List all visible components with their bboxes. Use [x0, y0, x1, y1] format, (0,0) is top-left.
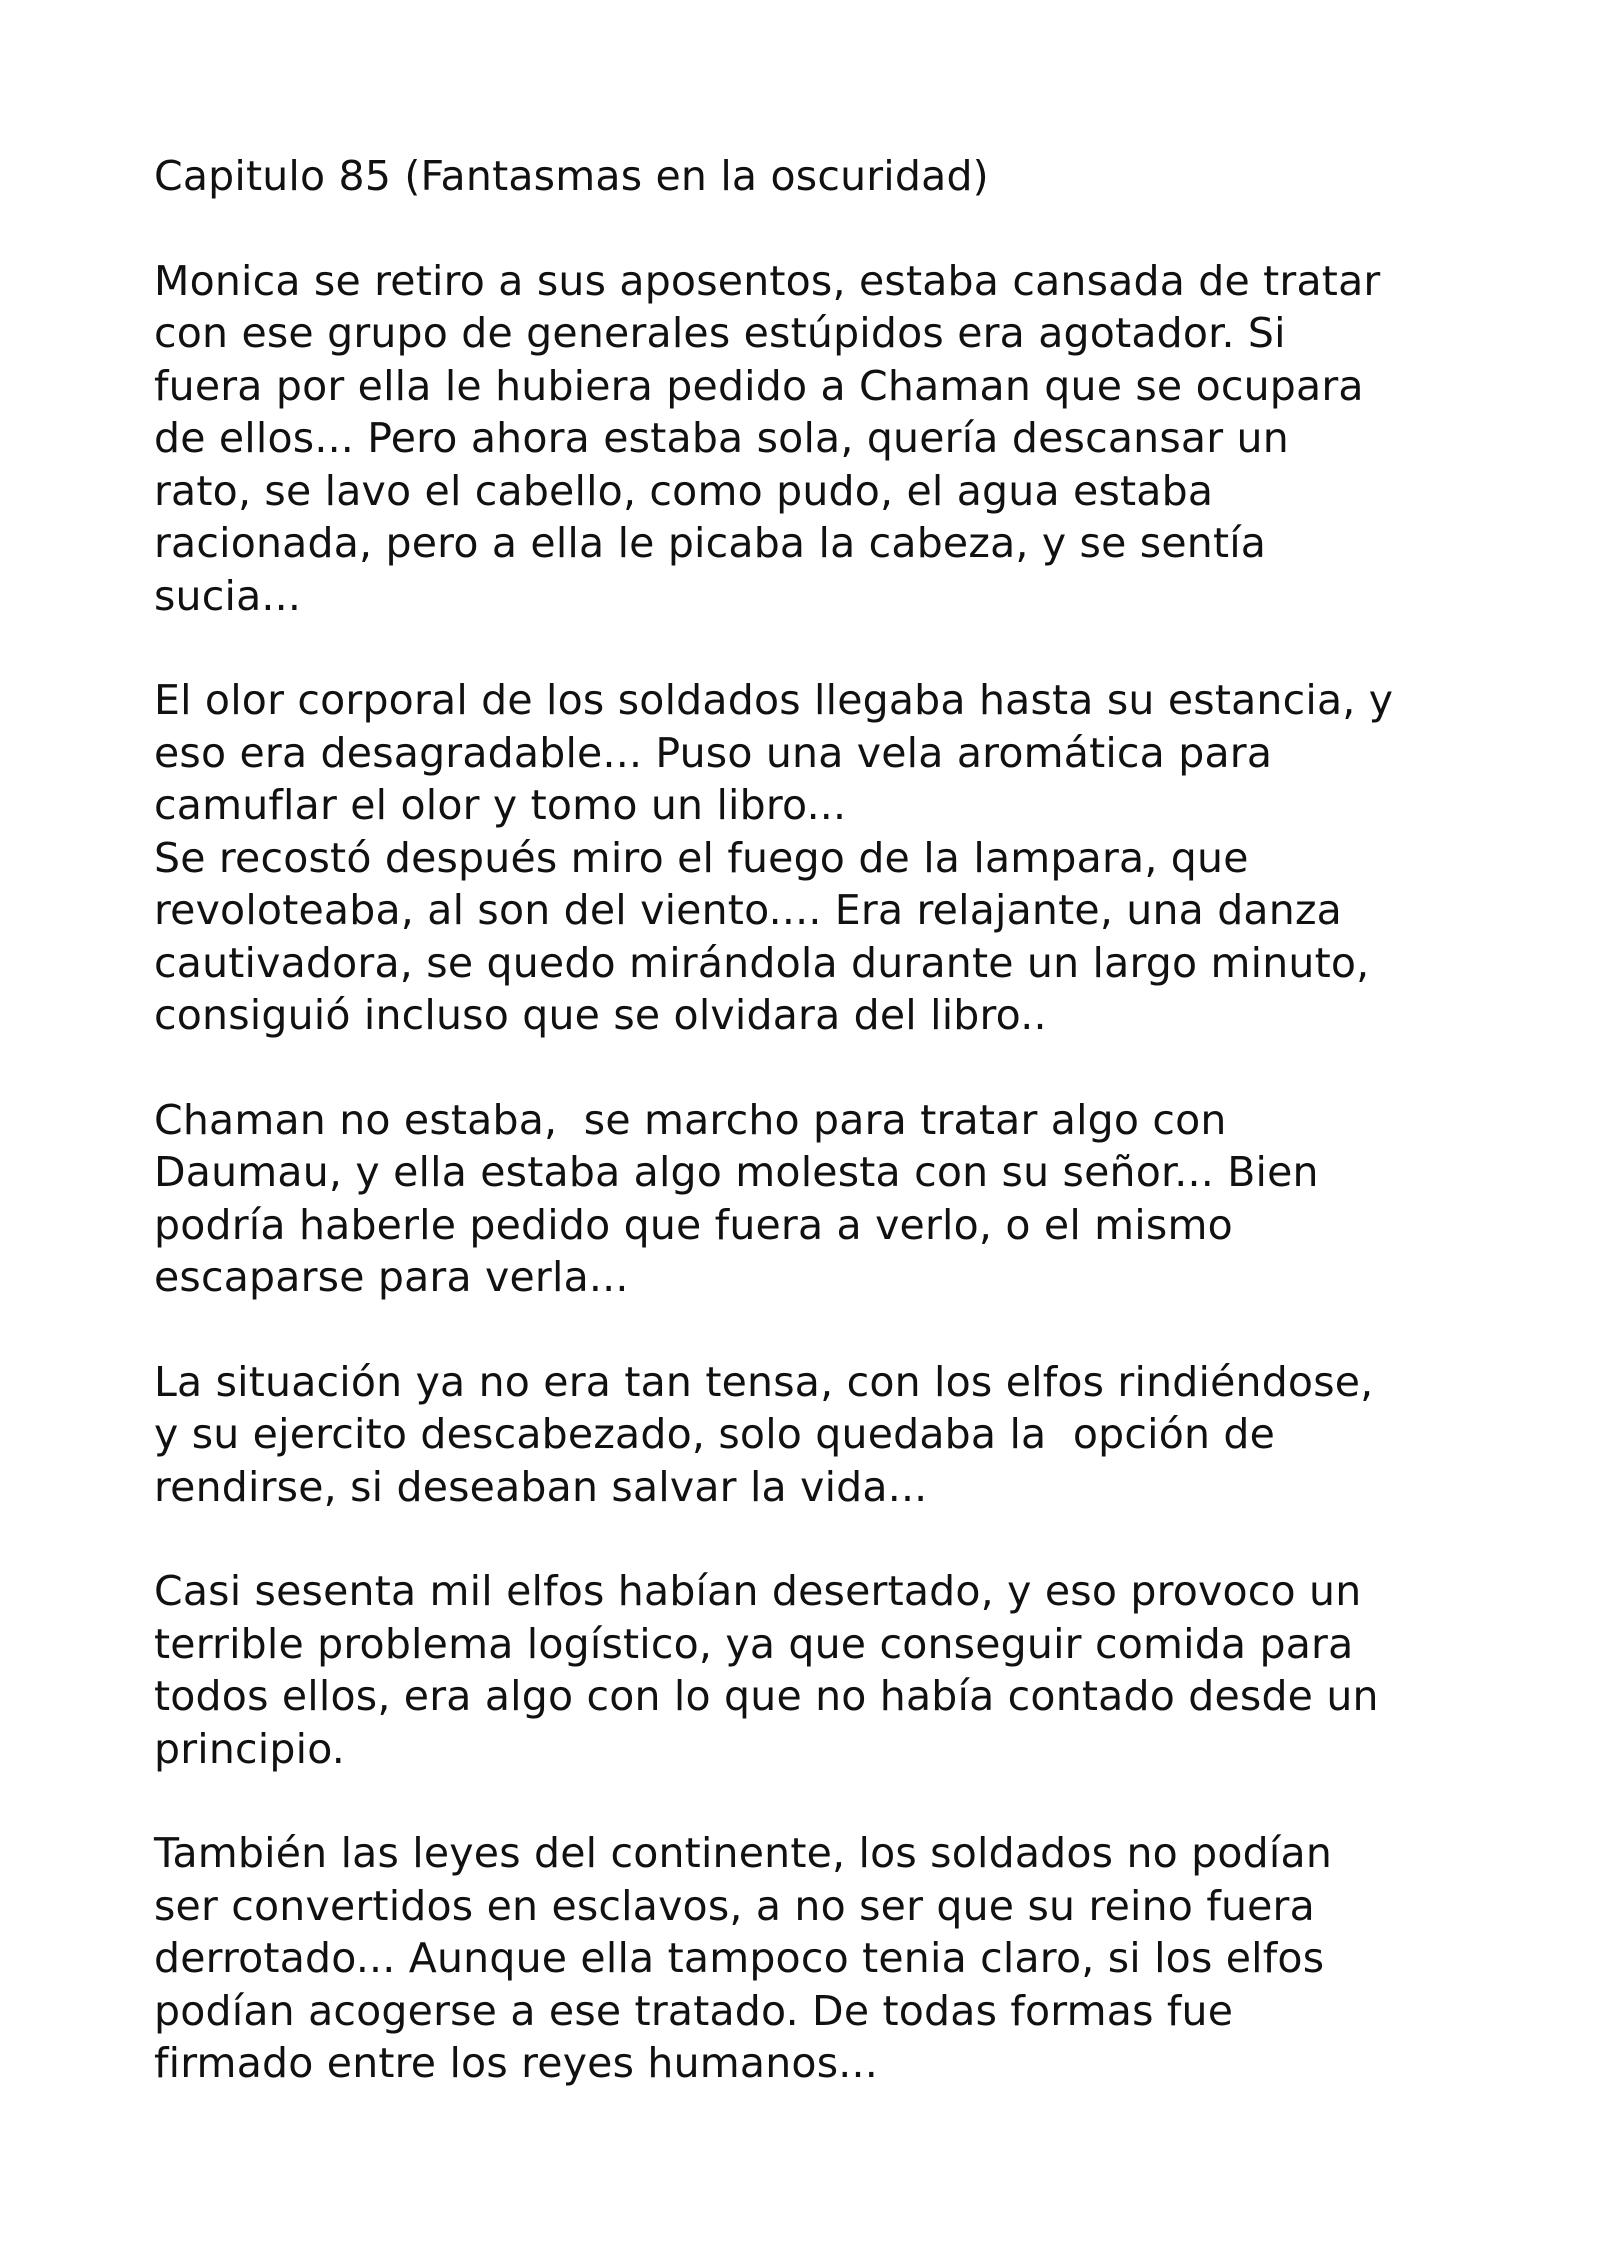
text-line: todos ellos, era algo con lo que no había contado desde un: [154, 1672, 1379, 1720]
text-line: Daumau, y ella estaba algo molesta con su señor... Bien: [154, 1148, 1319, 1196]
text-line: La situación ya no era tan tensa, con los elfos rindiéndose,: [154, 1357, 1374, 1406]
chapter-title: Capitulo 85 (Fantasmas en la oscuridad): [154, 152, 989, 200]
paragraph-5: [154, 1356, 1474, 1514]
paragraph-7: [154, 1827, 1474, 2090]
text-line: rendirse, si deseaban salvar la vida...: [154, 1462, 928, 1511]
text-line: consiguió incluso que se olvidara del libro..: [154, 991, 1047, 1039]
text-line: firmado entre los reyes humanos...: [154, 2039, 878, 2087]
text-line: Monica se retiro a sus aposentos, estaba cansada de tratar: [154, 256, 1381, 305]
text-line: sucia...: [154, 571, 302, 620]
paragraph-6: [154, 1565, 1474, 1775]
text-line: ser convertidos en esclavos, a no ser que su reino fuera: [154, 1881, 1315, 1930]
text-line: Se recostó después miro el fuego de la lampara, que: [154, 833, 1249, 882]
paragraph-4: [154, 1094, 1474, 1304]
text-line: Casi sesenta mil elfos habían desertado, y eso provoco un: [154, 1567, 1362, 1615]
text-line: fuera por ella le hubiera pedido a Chaman que se ocupara: [154, 361, 1364, 410]
text-line: de ellos... Pero ahora estaba sola, quería descansar un: [154, 414, 1289, 462]
text-line: rato, se lavo el cabello, como pudo, el agua estaba: [154, 466, 1214, 515]
text-line: camuflar el olor y tomo un libro...: [154, 781, 847, 829]
text-line: cautivadora, se quedo mirándola durante un largo minuto,: [154, 938, 1370, 987]
text-line: También las leyes del continente, los soldados no podían: [154, 1829, 1332, 1877]
paragraph-1: [154, 255, 1474, 623]
text-line: El olor corporal de los soldados llegaba hasta su estancia, y: [154, 676, 1394, 724]
paragraph-3: [154, 832, 1474, 1042]
paragraph-2: [154, 674, 1474, 832]
text-line: revoloteaba, al son del viento.... Era relajante, una danza: [154, 886, 1342, 934]
text-line: podría haberle pedido que fuera a verlo, o el mismo: [154, 1200, 1233, 1249]
text-line: eso era desagradable... Puso una vela aromática para: [154, 728, 1273, 777]
text-line: con ese grupo de generales estúpidos era agotador. Si: [154, 309, 1286, 357]
text-line: derrotado... Aunque ella tampoco tenia claro, si los elfos: [154, 1934, 1325, 1982]
text-line: principio.: [154, 1724, 346, 1773]
text-line: escaparse para verla...: [154, 1253, 629, 1301]
text-line: podían acogerse a ese tratado. De todas formas fue: [154, 1986, 1234, 2035]
text-line: Chaman no estaba, se marcho para tratar algo con: [154, 1095, 1227, 1144]
text-line: terrible problema logístico, ya que conseguir comida para: [154, 1619, 1354, 1668]
document-page: [154, 150, 1474, 2090]
text-line: racionada, pero a ella le picaba la cabeza, y se sentía: [154, 519, 1267, 567]
text-line: y su ejercito descabezado, solo quedaba la opción de: [154, 1410, 1276, 1458]
